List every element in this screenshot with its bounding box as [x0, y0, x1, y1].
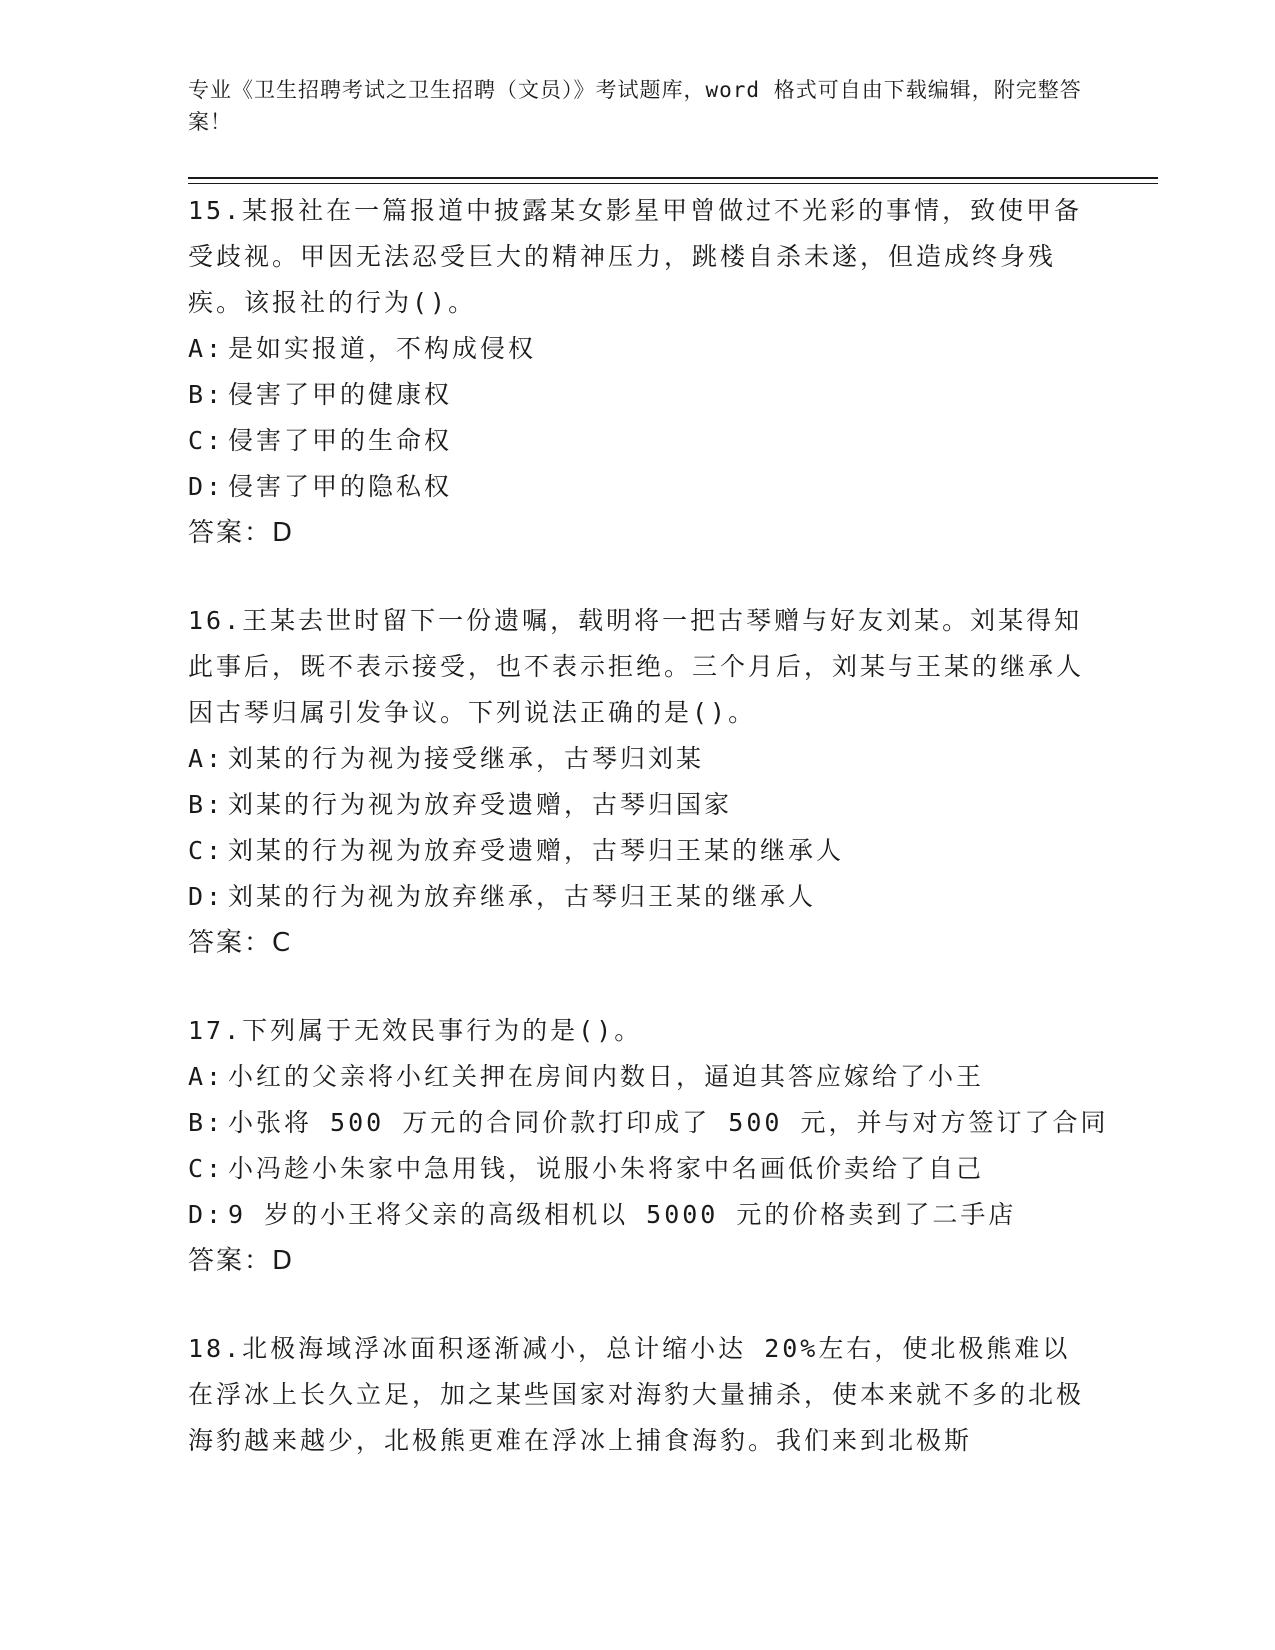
question-18 [188, 1326, 1088, 1464]
question-stem: 17.下列属于无效民事行为的是()。 [188, 1016, 643, 1045]
header-title: 专业《卫生招聘考试之卫生招聘（文员）》考试题库，word 格式可自由下载编辑，附完整答案！ [188, 78, 1082, 134]
answer-line: 答案：D [188, 518, 295, 548]
option-letter: C: [188, 836, 225, 865]
option-text: 刘某的行为视为接受继承，古琴归刘某 [228, 744, 705, 773]
option-b [188, 1100, 1109, 1146]
option-text: 小红的父亲将小红关押在房间内数日，逼迫其答应嫁给了小王 [228, 1062, 985, 1091]
option-text: 小张将 500 万元的合同价款打印成了 500 元，并与对方签订了合同 [228, 1108, 1109, 1137]
option-letter: A: [188, 1062, 225, 1091]
option-letter: B: [188, 790, 225, 819]
option-text: 刘某的行为视为放弃受遗赠，古琴归王某的继承人 [228, 836, 845, 865]
option-text: 刘某的行为视为放弃继承，古琴归王某的继承人 [228, 882, 817, 911]
option-c [188, 828, 1088, 874]
option-a [188, 736, 1088, 782]
option-text: 是如实报道，不构成侵权 [228, 334, 537, 363]
option-b [188, 782, 1088, 828]
answer-line: 答案：C [188, 928, 293, 958]
option-text: 侵害了甲的生命权 [228, 426, 453, 455]
question-list [188, 188, 1109, 1506]
question-stem: 15.某报社在一篇报道中披露某女影星甲曾做过不光彩的事情，致使甲备受歧视。甲因无法忍受巨大的精神压力，跳楼自杀未遂，但造成终身残疾。该报社的行为()。 [188, 196, 1083, 317]
option-letter: B: [188, 1108, 225, 1137]
option-text: 9 岁的小王将父亲的高级相机以 5000 元的价格卖到了二手店 [228, 1200, 1017, 1229]
option-text: 侵害了甲的健康权 [228, 380, 453, 409]
option-letter: C: [188, 426, 225, 455]
document-header [188, 74, 1088, 138]
option-a [188, 1054, 1088, 1100]
question-stem: 18.北极海域浮冰面积逐渐减小，总计缩小达 20%左右，使北极熊难以在浮冰上长久立足，加之某些国家对海豹大量捕杀，使本来就不多的北极海豹越来越少，北极熊更难在浮冰上捕食海豹。我们来到北极斯 [188, 1334, 1085, 1455]
option-letter: D: [188, 472, 225, 501]
answer-line: 答案：D [188, 1246, 295, 1276]
question-stem: 16.王某去世时留下一份遗嘱，载明将一把古琴赠与好友刘某。刘某得知此事后，既不表示接受，也不表示拒绝。三个月后，刘某与王某的继承人因古琴归属引发争议。下列说法正确的是()。 [188, 606, 1085, 727]
option-letter: A: [188, 334, 225, 363]
option-text: 侵害了甲的隐私权 [228, 472, 453, 501]
question-17 [188, 1008, 1109, 1284]
option-c [188, 418, 1088, 464]
option-text: 小冯趁小朱家中急用钱，说服小朱将家中名画低价卖给了自己 [228, 1154, 985, 1183]
option-a [188, 326, 1088, 372]
option-letter: D: [188, 882, 225, 911]
option-d [188, 464, 1088, 510]
option-letter: C: [188, 1154, 225, 1183]
option-d [188, 874, 1088, 920]
header-divider-thick [188, 177, 1158, 179]
question-16 [188, 598, 1088, 966]
option-d [188, 1192, 1088, 1238]
option-b [188, 372, 1088, 418]
header-divider-thin [188, 183, 1158, 184]
option-text: 刘某的行为视为放弃受遗赠，古琴归国家 [228, 790, 733, 819]
question-15 [188, 188, 1088, 556]
option-letter: D: [188, 1200, 225, 1229]
option-letter: A: [188, 744, 225, 773]
option-letter: B: [188, 380, 225, 409]
option-c [188, 1146, 1088, 1192]
